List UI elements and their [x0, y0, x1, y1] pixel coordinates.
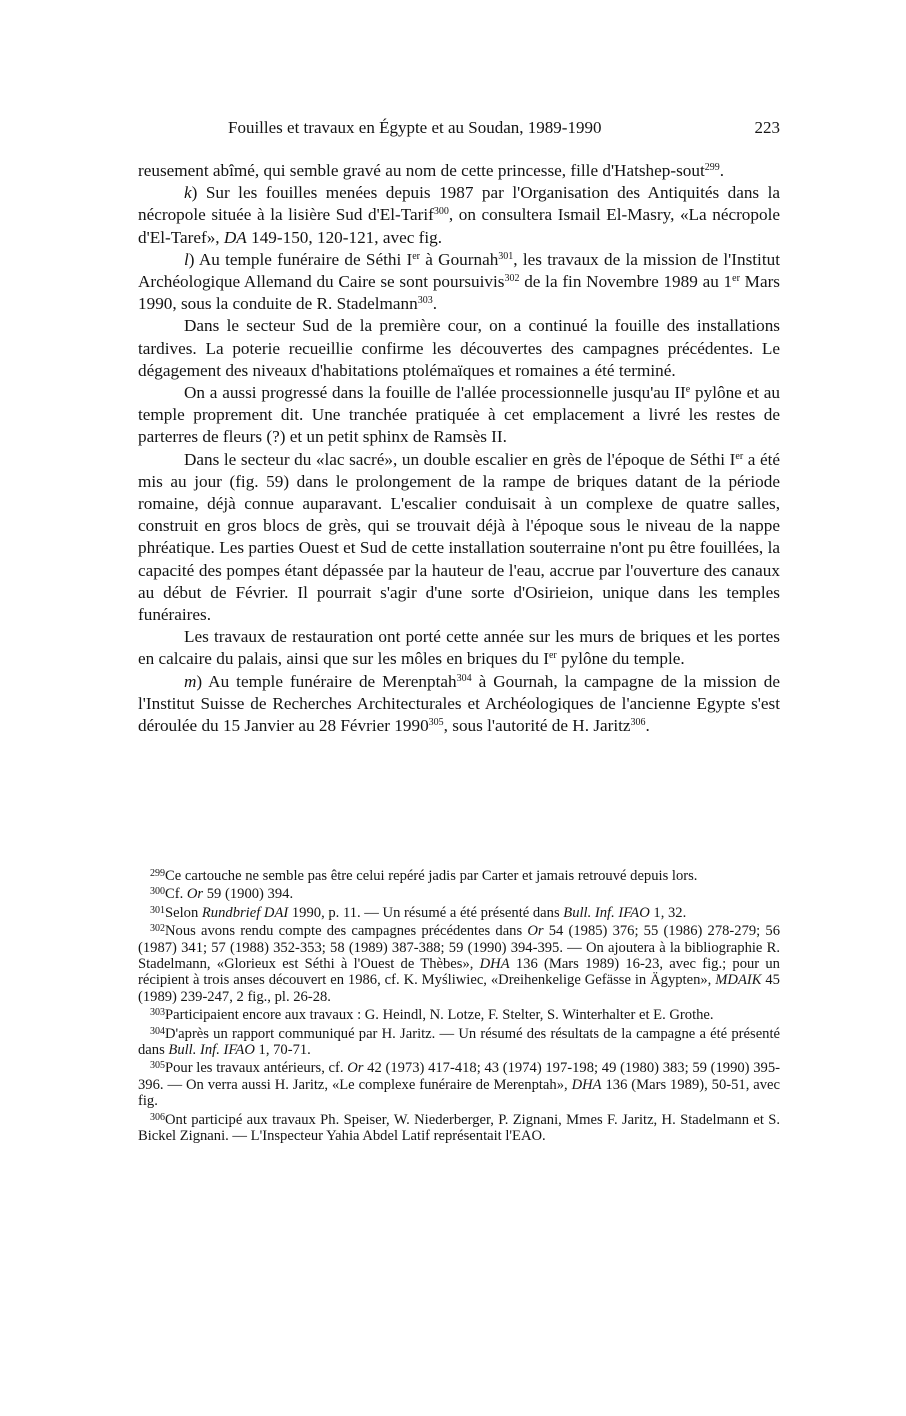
text-run: .: [719, 161, 725, 180]
footnote-number: 299: [150, 868, 165, 879]
text-run: ) Sur les fouilles menées depuis 1987 par l'Organisation des Antiquités dans la nécropole située à la lisière Sud d'El-Tarif: [138, 183, 780, 225]
text-run: pylône du temple.: [556, 649, 685, 669]
footnote: [138, 866, 780, 884]
italic-text: Or: [527, 923, 544, 940]
italic-text: MDAIK: [715, 972, 762, 989]
text-run: , les travaux de la mission de l'Institut Archéologique Allemand du Caire se sont poursuivis: [138, 249, 780, 292]
text-run: 42 (1973) 417-418; 43 (1974) 197-198; 49 (1980) 383; 59 (1990) 395-396. — On verra aussi H. Jaritz, «Le complexe funéraire de Merenptah»,: [138, 1060, 780, 1093]
note-ref: er: [732, 273, 740, 285]
italic-text: Bull. Inf. IFAO: [168, 1042, 255, 1059]
footnote: [138, 1005, 780, 1023]
italic-text: DHA: [479, 956, 510, 973]
italic-text: Or: [347, 1060, 364, 1077]
italic-text: DHA: [571, 1076, 602, 1093]
note-ref: 299: [704, 162, 720, 173]
paragraph: [138, 382, 780, 449]
note-ref: 303: [417, 295, 433, 307]
note-ref: er: [412, 250, 420, 262]
text-run: .: [432, 294, 438, 314]
text-run: , sous l'autorité de H. Jaritz: [443, 716, 631, 736]
paragraph: [138, 249, 780, 316]
italic-text: DA: [223, 227, 247, 247]
text-run: 1, 70-71.: [254, 1042, 311, 1059]
italic-text: m: [184, 671, 197, 691]
note-ref: 301: [498, 250, 514, 262]
footnote-number: 302: [150, 923, 165, 935]
footnote-number: 301: [150, 904, 165, 916]
note-ref: 304: [456, 672, 472, 684]
text-run: 45 (1989) 239-247, 2 fig., pl. 26-28.: [138, 972, 780, 1005]
footnote: [138, 1110, 780, 1145]
note-ref: 300: [433, 206, 449, 218]
text-run: .: [645, 716, 650, 736]
text-run: On a aussi progressé dans la fouille de l'allée processionnelle jusqu'au II: [184, 383, 686, 403]
running-title: Fouilles et travaux en Égypte et au Soudan, 1989-1990: [228, 118, 602, 137]
text-run: 1990, p. 11. — Un résumé a été présenté dans: [288, 904, 564, 921]
main-text: [138, 160, 780, 737]
text-run: Selon: [165, 904, 202, 921]
footnote: [138, 921, 780, 1005]
footnote-number: 303: [150, 1007, 165, 1019]
note-ref: er: [548, 650, 557, 662]
text-run: Ont participé aux travaux Ph. Speiser, W. Niederberger, P. Zignani, Mmes F. Jaritz, H. Stadelmann et S. Bickel Zignani. — L'Inspecteur Yahia Abdel Latif représentait l'EAO.: [138, 1111, 780, 1145]
text-run: Dans le secteur Sud de la première cour, on a continué la fouille des installations tardives. La poterie recueillie confirme les découvertes des campagnes précédentes. Le dégagement des niveaux d'habitations ptolémaïques et romaines a été terminé.: [138, 316, 780, 380]
text-run: Ce cartouche ne semble pas être celui repéré jadis par Carter et jamais retrouvé depuis lors.: [165, 868, 698, 884]
footnote-number: 304: [150, 1025, 165, 1037]
paragraph: [138, 182, 780, 249]
footnotes: [138, 866, 780, 1145]
text-run: 59 (1900) 394.: [203, 886, 294, 903]
text-run: 149-150, 120-121, avec fig.: [246, 227, 443, 247]
text-run: , on consultera Ismail El-Masry, «La nécropole d'El-Taref»,: [138, 205, 780, 247]
paragraph: [138, 160, 780, 182]
note-ref: 306: [630, 717, 646, 729]
paragraph: [138, 671, 780, 738]
text-run: D'après un rapport communiqué par H. Jaritz. — Un résumé des résultats de la campagne a été présenté dans: [138, 1025, 780, 1059]
note-ref: e: [685, 384, 691, 396]
paragraph: [138, 315, 780, 382]
paragraph: [138, 626, 780, 670]
text-run: Participaient encore aux travaux : G. Heindl, N. Lotze, F. Stelter, S. Winterhalter et E. Grothe.: [165, 1007, 714, 1024]
note-ref: 302: [504, 273, 520, 285]
footnote: [138, 1058, 780, 1109]
text-run: pylône et au temple proprement dit. Une tranchée pratiquée à cet emplacement a livré les restes de parterres de fleurs (?) et un petit sphinx de Ramsès II.: [138, 383, 781, 447]
note-ref: 305: [428, 717, 444, 729]
text-run: reusement abîmé, qui semble gravé au nom de cette princesse, fille d'Hatshep-sout: [138, 161, 705, 180]
running-header: [138, 118, 780, 140]
footnote-number: 300: [150, 886, 165, 898]
text-run: à Gournah: [420, 249, 499, 269]
italic-text: Or: [186, 886, 204, 903]
italic-text: Rundbrief DAI: [201, 904, 289, 921]
page-number: 223: [754, 118, 780, 137]
text-run: a été mis au jour (fig. 59) dans le prolongement de la rampe de briques datant de la période romaine, déjà connue auparavant. L'escalier conduisait à un complexe de quatre salles, construit en gros blocs de grès, qui se trouvait déjà à l'époque sous le niveau de la nappe phréatique. Les parties Ouest et Sud de cette installation souterraine n'ont pu être fouillées, la capacité des pompes étant dépassée par la hauteur de l'eau, accrue par l'ouverture des canaux au début de Février. Il pourrait s'agir d'une sorte d'Osirieion, unique dans les temples funéraires.: [138, 449, 780, 625]
text-run: 136 (Mars 1989) 16-23, avec fig.; pour un récipient à trois anses découvert en 1986, cf. K. Myśliwiec, «Dreihenkelige Gefässe in Ägypten»,: [138, 956, 780, 989]
text-run: Mars 1990, sous la conduite de R. Stadelmann: [138, 272, 780, 314]
note-ref: er: [735, 450, 744, 462]
footnote: [138, 903, 780, 921]
text-run: ) Au temple funéraire de Merenptah: [196, 671, 457, 691]
italic-text: l: [184, 249, 189, 269]
text-run: 54 (1985) 376; 55 (1986) 278-279; 56 (1987) 341; 57 (1988) 352-353; 58 (1989) 387-388; 59 (1990) 394-395. — On ajoutera à la bibliographie R. Stadelmann, «Glorieux est Séthi à l'Ouest de Thèbes»,: [138, 923, 780, 973]
footnote-number: 305: [150, 1060, 165, 1072]
text-run: 136 (Mars 1989), 50-51, avec fig.: [138, 1076, 781, 1110]
text-run: Nous avons rendu compte des campagnes précédentes dans: [165, 923, 528, 940]
text-run: à Gournah, la campagne de la mission de l'Institut Suisse de Recherches Architecturales et Archéologiques de l'ancienne Egypte s'est déroulée du 15 Janvier au 28 Février 1990: [138, 671, 780, 736]
italic-text: Bull. Inf. IFAO: [563, 904, 650, 921]
footnote-number: 306: [150, 1111, 165, 1123]
footnote: [138, 884, 780, 902]
text-run: Les travaux de restauration ont porté cette année sur les murs de briques et les portes en calcaire du palais, ainsi que sur les môles en briques du I: [138, 627, 780, 669]
paragraph: [138, 449, 780, 627]
footnote: [138, 1024, 780, 1059]
text-run: 1, 32.: [649, 904, 687, 921]
italic-text: k: [184, 183, 192, 203]
text-run: ) Au temple funéraire de Séthi I: [188, 249, 413, 269]
text-run: Pour les travaux antérieurs, cf.: [165, 1060, 348, 1077]
text-run: de la fin Novembre 1989 au 1: [519, 272, 733, 292]
text-run: Dans le secteur du «lac sacré», un double escalier en grès de l'époque de Séthi I: [184, 449, 736, 469]
text-run: Cf.: [165, 886, 187, 903]
